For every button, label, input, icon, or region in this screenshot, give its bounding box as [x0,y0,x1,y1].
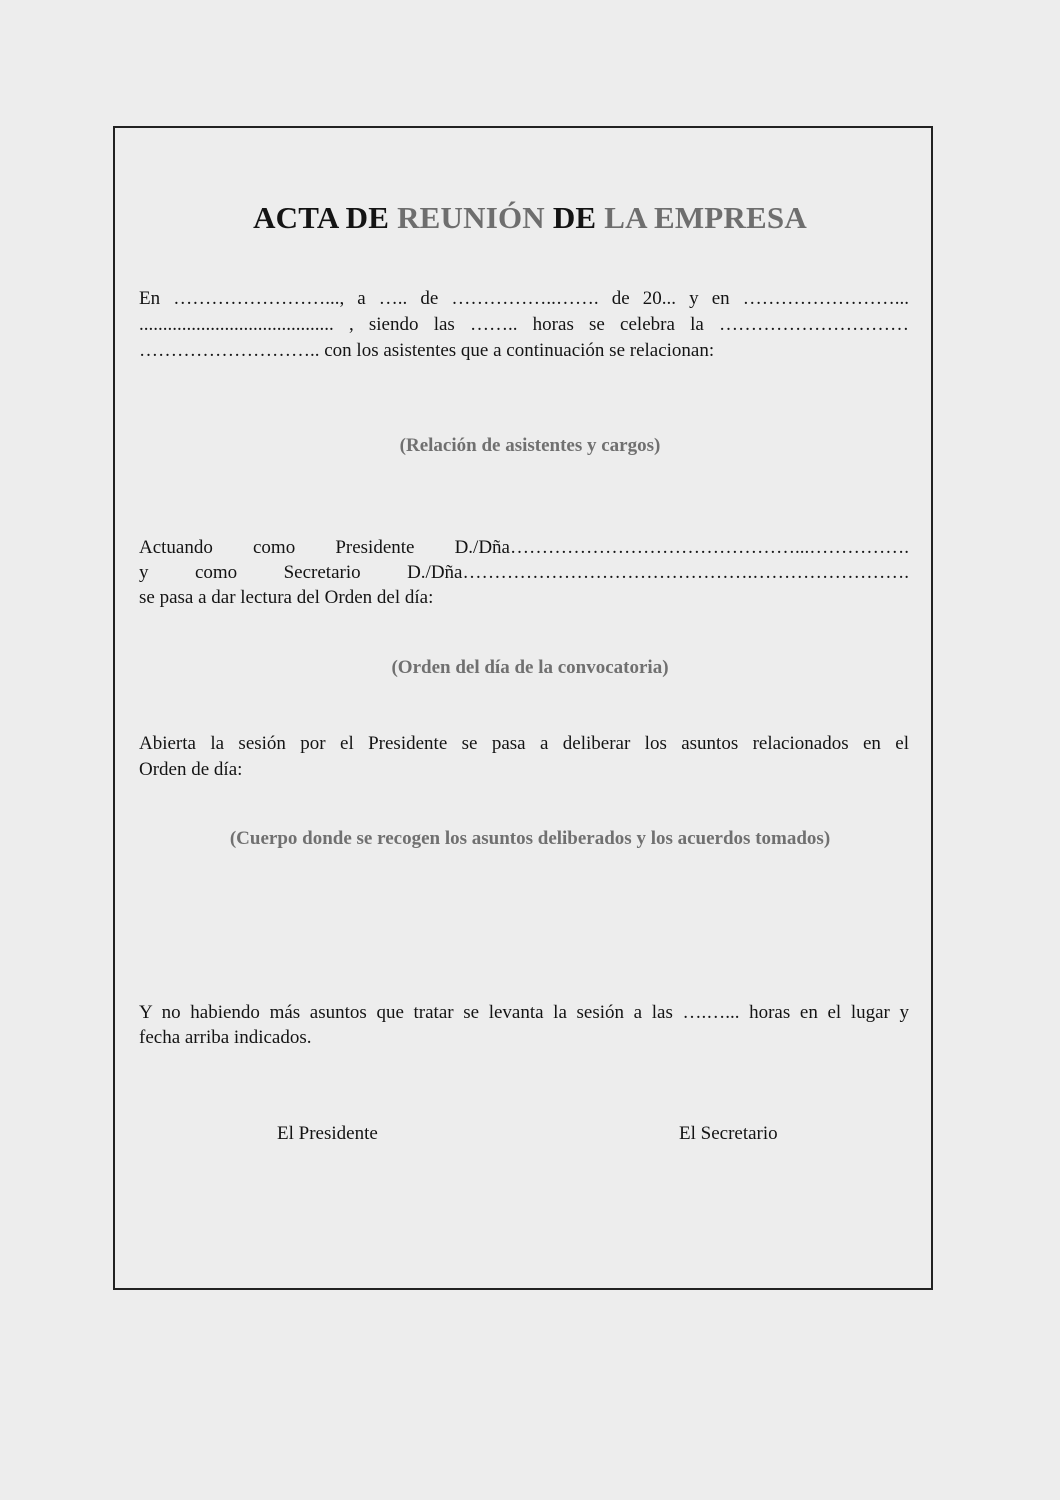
closing-line-2: fecha arriba indicados. [139,1027,312,1048]
title-part-1: ACTA DE [253,200,398,235]
title-part-2: REUNIÓN [397,200,545,235]
title-part-3: DE [544,200,605,235]
body-placeholder: (Cuerpo donde se recogen los asuntos deliberados y los acuerdos tomados) [229,828,831,849]
session-line-2: Orden de día: [139,759,243,780]
intro-line-2: ......................................... , siendo las …….. horas se celebra la ………………………… [139,314,909,335]
signature-secretary: El Secretario [679,1123,778,1144]
document-title [0,200,1060,236]
president-line: Actuando como Presidente D./Dña………………………………………...……………. [139,537,909,558]
agenda-intro-line: se pasa a dar lectura del Orden del día: [139,587,434,608]
intro-line-1: En ……………………..., a ….. de ……………..……. de 20... y en ……………………... [139,288,909,309]
intro-line-3: ……………………….. con los asistentes que a continuación se relacionan: [139,340,715,361]
closing-line-1: Y no habiendo más asuntos que tratar se levanta la sesión a las ….…... horas en el lugar y [139,1002,909,1023]
attendees-placeholder: (Relación de asistentes y cargos) [399,435,661,456]
agenda-placeholder: (Orden del día de la convocatoria) [391,657,669,678]
secretary-line: y como Secretario D./Dña……………………………………….……………………. [139,562,909,583]
title-part-4: LA EMPRESA [604,200,807,235]
signature-president: El Presidente [277,1123,378,1144]
session-line-1: Abierta la sesión por el Presidente se pasa a deliberar los asuntos relacionados en el [139,733,909,754]
